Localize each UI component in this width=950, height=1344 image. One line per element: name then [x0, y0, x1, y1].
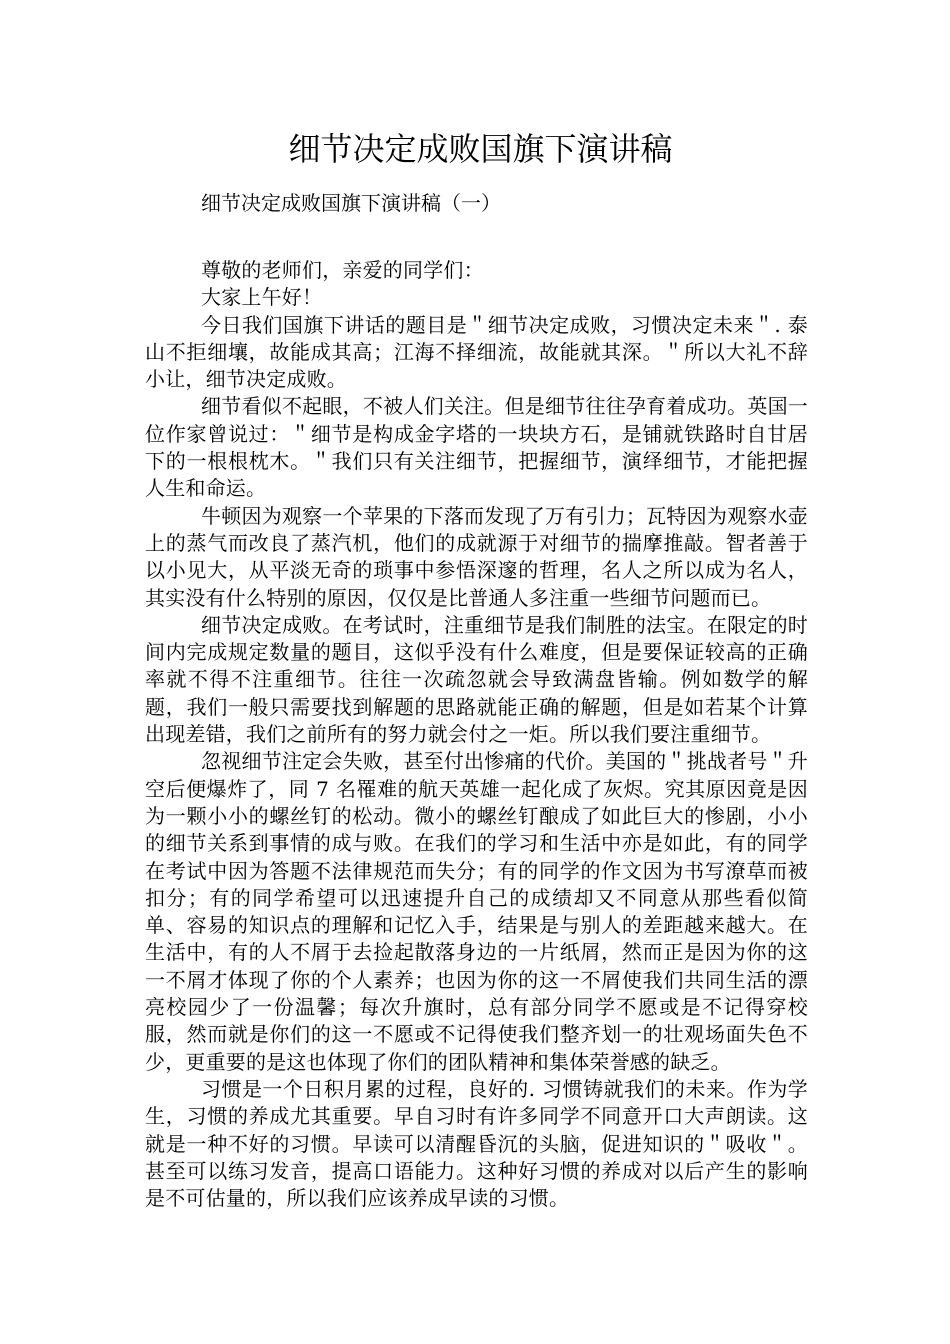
- body-paragraph: 忽视细节注定会失败，甚至付出惨痛的代价。美国的＂挑战者号＂升空后便爆炸了，同 7 名罹难的航天英雄一起化成了灰烬。究其原因竟是因为一颗小小的螺丝钉的松动。微小的螺丝钉酿成了如此巨大的惨剧，小小的细节关系到事情的成与败。在我们的学习和生活中亦是如此，有的同学在考试中因为答题不法律规范而失分；有的同学的作文因为书写潦草而被扣分；有的同学希望可以迅速提升自己的成绩却又不同意从那些看似简单、容易的知识点的理解和记忆入手，结果是与别人的差距越来越大。在生活中，有的人不屑于去捡起散落身边的一片纸屑，然而正是因为你的这一不屑才体现了你的个人素养；也因为你的这一不屑使我们共同生活的漂亮校园少了一份温馨；每次升旗时，总有部分同学不愿或是不记得穿校服，然而就是你们的这一不愿或不记得使我们整齐划一的壮观场面失色不少，更重要的是这也体现了你们的团队精神和集体荣誉感的缺乏。: [145, 749, 808, 1074]
- greeting-paragraph: 尊敬的老师们，亲爱的同学们：: [201, 258, 484, 282]
- document-subtitle: 细节决定成败国旗下演讲稿（一）: [201, 191, 501, 215]
- body-paragraph: 细节决定成败。在考试时，注重细节是我们制胜的法宝。在限定的时间内完成规定数量的题目，这似乎没有什么难度，但是要保证较高的正确率就不得不注重细节。往往一次疏忽就会导致满盘皆输。例如数学的解题，我们一般只需要找到解题的思路就能正确的解题，但是如若某个计算出现差错，我们之前所有的努力就会付之一炬。所以我们要注重细节。: [145, 612, 808, 747]
- document-body: [145, 257, 808, 1212]
- body-paragraph: 细节看似不起眼，不被人们关注。但是细节往往孕育着成功。英国一位作家曾说过：＂细节是构成金字塔的一块块方石，是铺就铁路时自甘居下的一根根枕木。＂我们只有关注细节，把握细节，演绎细节，才能把握人生和命运。: [145, 394, 808, 501]
- document-title: 细节决定成败国旗下演讲稿: [288, 130, 673, 168]
- body-paragraph: 今日我们国旗下讲话的题目是＂细节决定成败，习惯决定未来＂. 泰山不拒细壤，故能成其高；江海不择细流，故能就其深。＂所以大礼不辞小让，细节决定成败。: [145, 312, 808, 392]
- greeting-paragraph-2: 大家上午好！: [201, 285, 323, 310]
- body-paragraph: 牛顿因为观察一个苹果的下落而发现了万有引力；瓦特因为观察水壶上的蒸气而改良了蒸汽机，他们的成就源于对细节的揣摩推敲。智者善于以小见大，从平淡无奇的琐事中参悟深邃的哲理，名人之所以成为名人，其实没有什么特别的原因，仅仅是比普通人多注重一些细节问题而已。: [145, 503, 808, 610]
- body-paragraph: 习惯是一个日积月累的过程，良好的. 习惯铸就我们的未来。作为学生，习惯的养成尤其重要。早自习时有许多同学不同意开口大声朗读。这就是一种不好的习惯。早读可以清醒昏沉的头脑，促进知识的＂吸收＂。甚至可以练习发音，提高口语能力。这种好习惯的养成对以后产生的影响是不可估量的，所以我们应该养成早读的习惯。: [145, 1076, 808, 1211]
